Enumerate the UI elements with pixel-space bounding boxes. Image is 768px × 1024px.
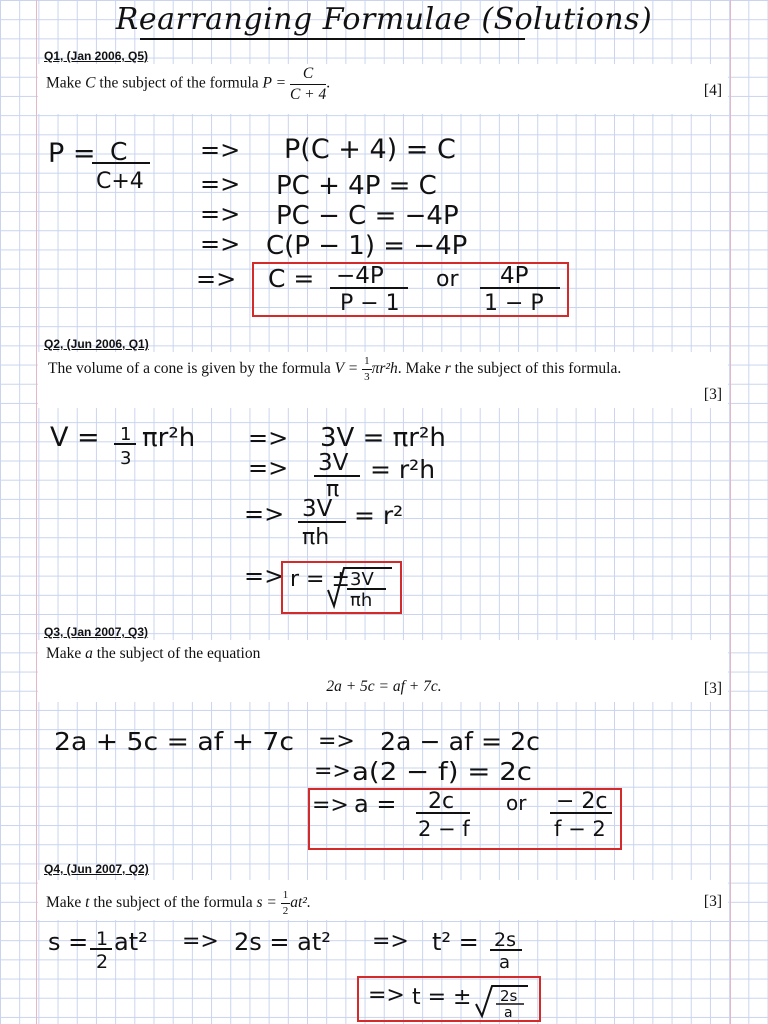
svg-text:3V: 3V <box>302 496 333 522</box>
svg-text:V =: V = <box>50 422 100 453</box>
svg-text:=>: => <box>182 929 219 954</box>
q4-answer-box <box>357 976 541 1022</box>
svg-text:PC + 4P = C: PC + 4P = C <box>276 171 437 201</box>
svg-text:a: a <box>499 952 511 973</box>
svg-text:2c: 2c <box>428 789 455 814</box>
q3-equation: 2a + 5c = af + 7c. <box>326 678 442 695</box>
svg-text:a =: a = <box>354 790 397 818</box>
svg-text:1: 1 <box>120 424 132 445</box>
svg-text:=>: => <box>200 170 241 198</box>
svg-text:−4P: −4P <box>336 263 384 289</box>
svg-text:=>: => <box>200 136 241 164</box>
q2-marks: [3] <box>703 386 722 403</box>
svg-text:2s: 2s <box>494 929 516 951</box>
svg-text:C+4: C+4 <box>96 169 144 194</box>
q3-label: Q3, (Jan 2007, Q3) <box>44 625 149 639</box>
svg-text:C(P − 1) = −4P: C(P − 1) = −4P <box>266 231 468 261</box>
svg-text:2a + 5c = af + 7c: 2a + 5c = af + 7c <box>54 727 294 756</box>
svg-text:= r²: = r² <box>354 501 404 530</box>
q1-label: Q1, (Jan 2006, Q5) <box>44 49 149 63</box>
svg-text:at²: at² <box>114 928 148 956</box>
q1-question: Make C the subject of the formula P = $\frac{C}{C + 4}$ . <box>46 65 331 103</box>
svg-text:1: 1 <box>96 928 109 950</box>
svg-text:3: 3 <box>120 448 132 469</box>
svg-text:=>: => <box>244 500 285 528</box>
svg-text:=>: => <box>368 983 405 1008</box>
svg-text:C: C <box>110 137 128 166</box>
q1-marks: [4] <box>703 82 722 99</box>
svg-text:f − 2: f − 2 <box>554 817 606 841</box>
q4-question-fraction: $\frac{1}{2}$ <box>282 889 289 917</box>
svg-text:or: or <box>436 267 459 292</box>
svg-text:a(2 − f) = 2c: a(2 − f) = 2c <box>352 757 532 786</box>
svg-text:3V = πr²h: 3V = πr²h <box>320 423 446 453</box>
svg-text:2 − f: 2 − f <box>418 817 470 841</box>
q4-marks: [3] <box>703 893 722 910</box>
svg-text:4P: 4P <box>500 263 529 289</box>
svg-text:=>: => <box>200 230 241 258</box>
svg-text:=>: => <box>248 424 289 452</box>
q4-label: Q4, (Jun 2007, Q2) <box>44 862 149 876</box>
svg-text:s =: s = <box>48 928 89 956</box>
svg-text:=>: => <box>312 793 349 818</box>
svg-text:2: 2 <box>96 951 109 973</box>
svg-text:3V: 3V <box>318 450 349 476</box>
svg-text:2s = at²: 2s = at² <box>234 928 331 956</box>
svg-text:t² =: t² = <box>432 928 479 956</box>
svg-text:PC − C = −4P: PC − C = −4P <box>276 201 459 231</box>
svg-text:P =: P = <box>48 138 96 169</box>
svg-text:=>: => <box>200 200 241 228</box>
svg-text:=>: => <box>244 562 285 590</box>
svg-text:π: π <box>326 477 340 502</box>
svg-text:πr²h: πr²h <box>142 423 196 453</box>
page-title: Rearranging Formulae (Solutions) <box>115 2 653 37</box>
svg-text:C =: C = <box>268 264 315 293</box>
q2-question-fraction: $\frac{1}{3}$ <box>364 355 370 383</box>
svg-text:2a − af = 2c: 2a − af = 2c <box>380 727 540 756</box>
q4-question: Make t the subject of the formula s = $\frac{1}{2}$ at². <box>46 889 311 917</box>
svg-text:or: or <box>506 791 527 815</box>
q1-question-fraction: $\frac{C}{C + 4}$ <box>289 65 327 103</box>
q2-question: The volume of a cone is given by the formula V = $\frac{1}{3}$ πr²h. Make r the subject of this formula. <box>48 355 622 383</box>
q3-marks: [3] <box>703 680 722 697</box>
svg-text:= r²h: = r²h <box>370 455 436 484</box>
svg-text:=>: => <box>314 759 351 784</box>
q4-line-1 <box>48 928 522 973</box>
svg-text:2s: 2s <box>500 987 518 1005</box>
svg-text:3V: 3V <box>350 569 374 590</box>
svg-text:− 2c: − 2c <box>556 789 608 814</box>
svg-text:πh: πh <box>350 590 373 611</box>
q3-question: Make a the subject of the equation <box>46 645 261 662</box>
svg-text:1 − P: 1 − P <box>484 291 544 316</box>
svg-text:=>: => <box>372 929 409 954</box>
svg-text:P − 1: P − 1 <box>340 291 400 316</box>
svg-text:=>: => <box>196 265 237 293</box>
svg-text:t = ±: t = ± <box>412 985 472 1010</box>
svg-text:a: a <box>504 1005 513 1021</box>
svg-text:πh: πh <box>302 525 330 550</box>
svg-text:=>: => <box>248 454 289 482</box>
svg-text:=>: => <box>318 729 355 754</box>
q2-label: Q2, (Jun 2006, Q1) <box>44 337 149 351</box>
svg-text:r = ±: r = ± <box>290 567 350 592</box>
svg-text:P(C + 4) = C: P(C + 4) = C <box>284 134 456 165</box>
